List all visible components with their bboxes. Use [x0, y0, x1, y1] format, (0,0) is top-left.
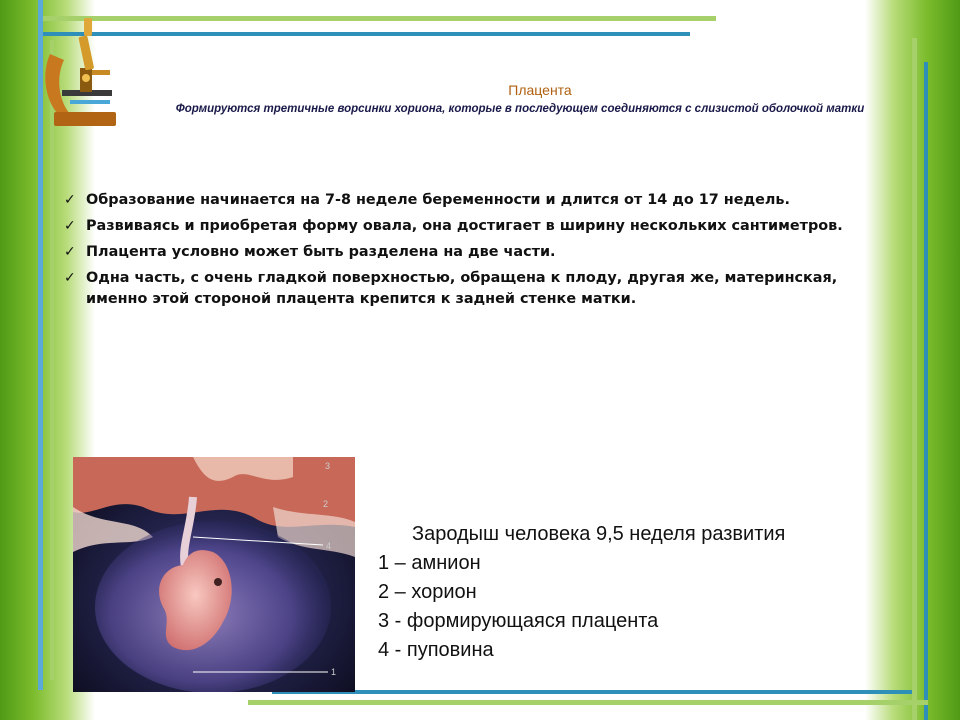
photo-label-2: 2 [323, 499, 329, 509]
frame-line-right-blue [924, 62, 928, 720]
slide-title: Плацента [508, 82, 572, 98]
checkmark-icon: ✓ [64, 218, 76, 234]
microscope-icon [40, 14, 122, 130]
slide-subtitle: Формируются третичные ворсинки хориона, которые в последующем соединяются с слизистой оболочкой матки [175, 103, 865, 115]
embryo-photo [73, 457, 355, 692]
frame-line-bottom-blue [272, 690, 912, 694]
frame-line-left-green [50, 40, 54, 680]
bullet-text: Одна часть, с очень гладкой поверхностью, обращена к плоду, другая же, материнская, именно этой стороной плацента крепится к задней стенке матки. [86, 270, 838, 307]
embryo-eye [214, 578, 222, 586]
bullet-text: Развиваясь и приобретая форму овала, она достигает в ширину нескольких сантиметров. [86, 218, 843, 234]
photo-label-4: 4 [326, 541, 332, 551]
checkmark-icon: ✓ [64, 192, 76, 208]
checkmark-icon: ✓ [64, 244, 76, 260]
caption-item: 3 - формирующаяся плацента [378, 610, 659, 632]
list-item [62, 242, 902, 263]
frame-line-bottom-green [248, 700, 928, 705]
photo-caption [378, 520, 898, 665]
caption-item: 2 – хорион [378, 581, 477, 603]
list-item [62, 190, 902, 211]
photo-label-3: 3 [325, 461, 331, 471]
caption-item: 1 – амнион [378, 552, 481, 574]
caption-title: Зародыш человека 9,5 неделя развития [412, 523, 786, 545]
frame-line-top-green [38, 16, 716, 21]
list-item [62, 216, 902, 237]
frame-line-right-green [912, 38, 917, 720]
checkmark-icon: ✓ [64, 270, 76, 286]
caption-item: 4 - пуповина [378, 639, 494, 661]
frame-line-top-blue [38, 32, 690, 36]
photo-label-1: 1 [331, 667, 337, 677]
list-item [62, 268, 902, 310]
bullet-text: Плацента условно может быть разделена на две части. [86, 244, 556, 260]
bullet-list [62, 190, 902, 315]
bullet-text: Образование начинается на 7-8 неделе беременности и длится от 14 до 17 недель. [86, 192, 790, 208]
